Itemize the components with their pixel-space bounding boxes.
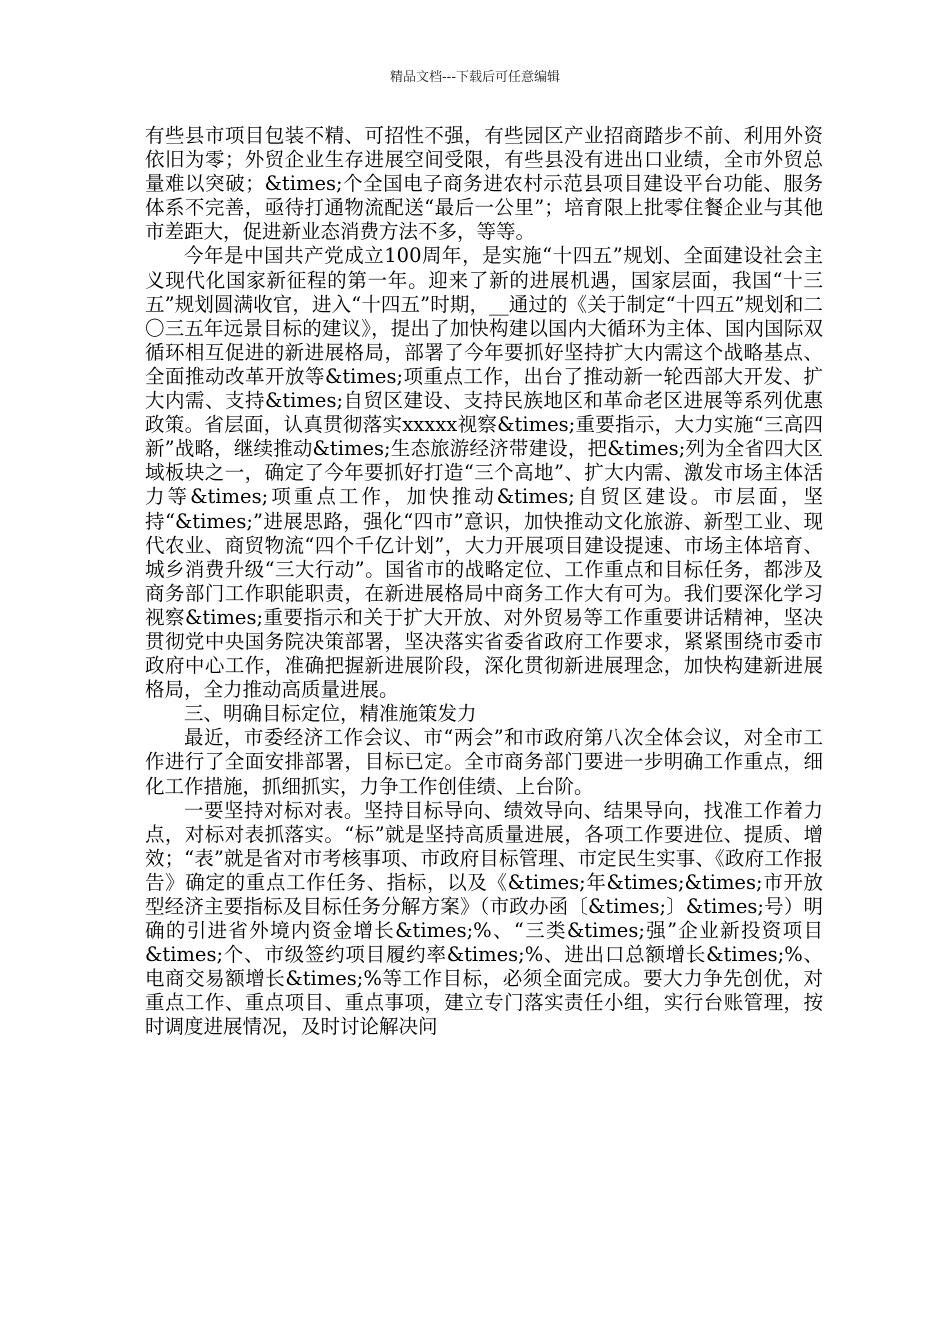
paragraph-continuation: 有些县市项目包装不精、可招性不强，有些园区产业招商踏步不前、利用外资依旧为零；外贸企业生存进展空间受限，有些县没有进出口业绩，全市外贸总量难以突破；&times;个全国电子商务进农村示范县项目建设平台功能、服务体系不完善，亟待打通物流配送“最后一公里”；培育限上批零住餐企业与其他市差距大，促进新业态消费方法不多，等等。 xyxy=(145,124,823,244)
paragraph-intro: 最近，市委经济工作会议、市“两会”和市政府第八次全体会议，对全市工作进行了全面安排部署，目标已定。全市商务部门要进一步明确工作重点，细化工作措施，抓细抓实，力争工作创佳绩、上台阶。 xyxy=(145,726,823,798)
document-body xyxy=(145,124,823,1040)
section-heading: 三、明确目标定位，精准施策发力 xyxy=(184,702,477,726)
paragraph-context: 今年是中国共产党成立100周年，是实施“十四五”规划、全面建设社会主义现代化国家新征程的第一年。迎来了新的进展机遇，国家层面，我国“十三五”规划圆满收官，进入“十四五”时期，__通过的《关于制定“十四五”规划和二〇三五年远景目标的建议》，提出了加快构建以国内大循环为主体、国内国际双循环相互促进的新进展格局，部署了今年要抓好坚持扩大内需这个战略基点、全面推动改革开放等&times;项重点工作，出台了推动新一轮西部大开发、扩大内需、支持&times;自贸区建设、支持民族地区和革命老区进展等系列优惠政策。省层面，认真贯彻落实xxxxx视察&times;重要指示，大力实施“三高四新”战略，继续推动&times;生态旅游经济带建设，把&times;列为全省四大区域板块之一，确定了今年要抓好打造“三个高地”、扩大内需、激发市场主体活力等&times;项重点工作，加快推动&times;自贸区建设。市层面，坚持“&times;”进展思路，强化“四市”意识，加快推动文化旅游、新型工业、现代农业、商贸物流“四个千亿计划”，大力开展项目建设提速、市场主体培育、城乡消费升级“三大行动”。国省市的战略定位、工作重点和目标任务，都涉及商务部门工作职能职责，在新进展格局中商务工作大有可为。我们要深化学习视察&times;重要指示和关于扩大开放、对外贸易等工作重要讲话精神，坚决贯彻党中央国务院决策部署，坚决落实省委省政府工作要求，紧紧围绕市委市政府中心工作，准确把握新进展阶段，深化贯彻新进展理念，加快构建新进展格局，全力推动高质量进展。 xyxy=(145,244,823,702)
paragraph-point-one: 一要坚持对标对表。坚持目标导向、绩效导向、结果导向，找准工作着力点，对标对表抓落实。“标”就是坚持高质量进展，各项工作要进位、提质、增效；“表”就是省对市考核事项、市政府目标管理、市定民生实事、《政府工作报告》确定的重点工作任务、指标，以及《&times;年&times;&times;市开放型经济主要指标及目标任务分解方案》（市政办函〔&times;〕&times;号）明确的引进省外境内资金增长&times;%、“三类&times;强”企业新投资项目&times;个、市级签约项目履约率&times;%、进出口总额增长&times;%、电商交易额增长&times;%等工作目标，必须全面完成。要大力争先创优，对重点工作、重点项目、重点事项，建立专门落实责任小组，实行台账管理，按时调度进展情况，及时讨论解决问 xyxy=(145,798,823,1039)
page-header: 精品文档---下载后可任意编辑 xyxy=(389,70,561,85)
